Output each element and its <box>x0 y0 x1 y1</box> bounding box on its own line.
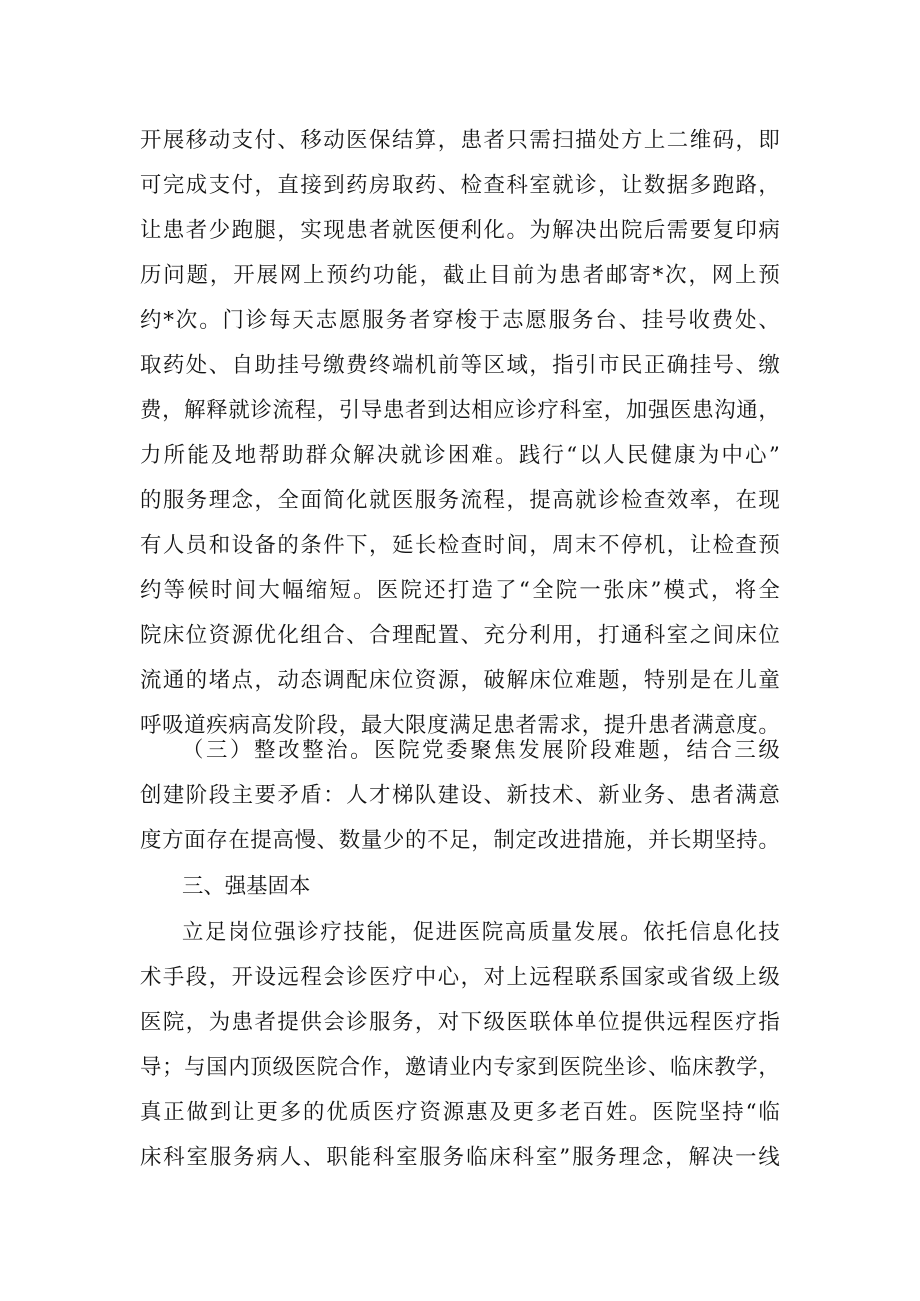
paragraph-line: 真正做到让更多的优质医疗资源惠及更多老百姓。医院坚持“临 <box>140 1100 780 1125</box>
paragraph-line: 院床位资源优化组合、合理配置、充分利用，打通科室之间床位 <box>140 623 780 648</box>
paragraph-line: 开展移动支付、移动医保结算，患者只需扫描处方上二维码，即 <box>140 128 780 153</box>
paragraph-line: 的服务理念，全面简化就医服务流程，提高就诊检查效率，在现 <box>140 488 780 513</box>
paragraph-line: 医院，为患者提供会诊服务，对下级医联体单位提供远程医疗指 <box>140 1010 780 1035</box>
section-3 <box>140 863 780 911</box>
paragraph-line: 约*次。门诊每天志愿服务者穿梭于志愿服务台、挂号收费处、 <box>140 308 780 333</box>
paragraph-line: 度方面存在提高慢、数量少的不足，制定改进措施，并长期坚持。 <box>140 828 780 853</box>
section-heading: 三、强基固本 <box>182 874 311 899</box>
paragraph-line: 创建阶段主要矛盾：人才梯队建设、新技术、新业务、患者满意 <box>140 783 780 808</box>
paragraph-line: 导；与国内顶级医院合作，邀请业内专家到医院坐诊、临床教学， <box>140 1055 780 1080</box>
paragraph-line: 取药处、自助挂号缴费终端机前等区域，指引市民正确挂号、缴 <box>140 353 780 378</box>
paragraph-line: （三）整改整治。医院党委聚焦发展阶段难题，结合三级 <box>182 738 780 763</box>
paragraph-2 <box>140 728 780 863</box>
paragraph-line: 费，解释就诊流程，引导患者到达相应诊疗科室，加强医患沟通， <box>140 398 780 423</box>
paragraph-line: 可完成支付，直接到药房取药、检查科室就诊，让数据多跑路， <box>140 173 780 198</box>
paragraph-line: 立足岗位强诊疗技能，促进医院高质量发展。依托信息化技 <box>182 920 780 945</box>
paragraph-line: 床科室服务病人、职能科室服务临床科室”服务理念，解决一线 <box>140 1145 780 1170</box>
paragraph-line: 历问题，开展网上预约功能，截止目前为患者邮寄*次，网上预 <box>140 263 780 288</box>
paragraph-line: 流通的堵点，动态调配床位资源，破解床位难题，特别是在儿童 <box>140 668 780 693</box>
paragraph-line: 有人员和设备的条件下，延长检查时间，周末不停机，让检查预 <box>140 533 780 558</box>
paragraph-line: 术手段，开设远程会诊医疗中心，对上远程联系国家或省级上级 <box>140 965 780 990</box>
paragraph-1 <box>140 118 780 748</box>
paragraph-line: 让患者少跑腿，实现患者就医便利化。为解决出院后需要复印病 <box>140 218 780 243</box>
paragraph-3 <box>140 910 780 1180</box>
paragraph-line: 呼吸道疾病高发阶段，最大限度满足患者需求，提升患者满意度。 <box>140 713 780 738</box>
paragraph-line: 力所能及地帮助群众解决就诊困难。践行“以人民健康为中心” <box>140 443 780 468</box>
paragraph-line: 约等候时间大幅缩短。医院还打造了“全院一张床”模式，将全 <box>140 578 780 603</box>
